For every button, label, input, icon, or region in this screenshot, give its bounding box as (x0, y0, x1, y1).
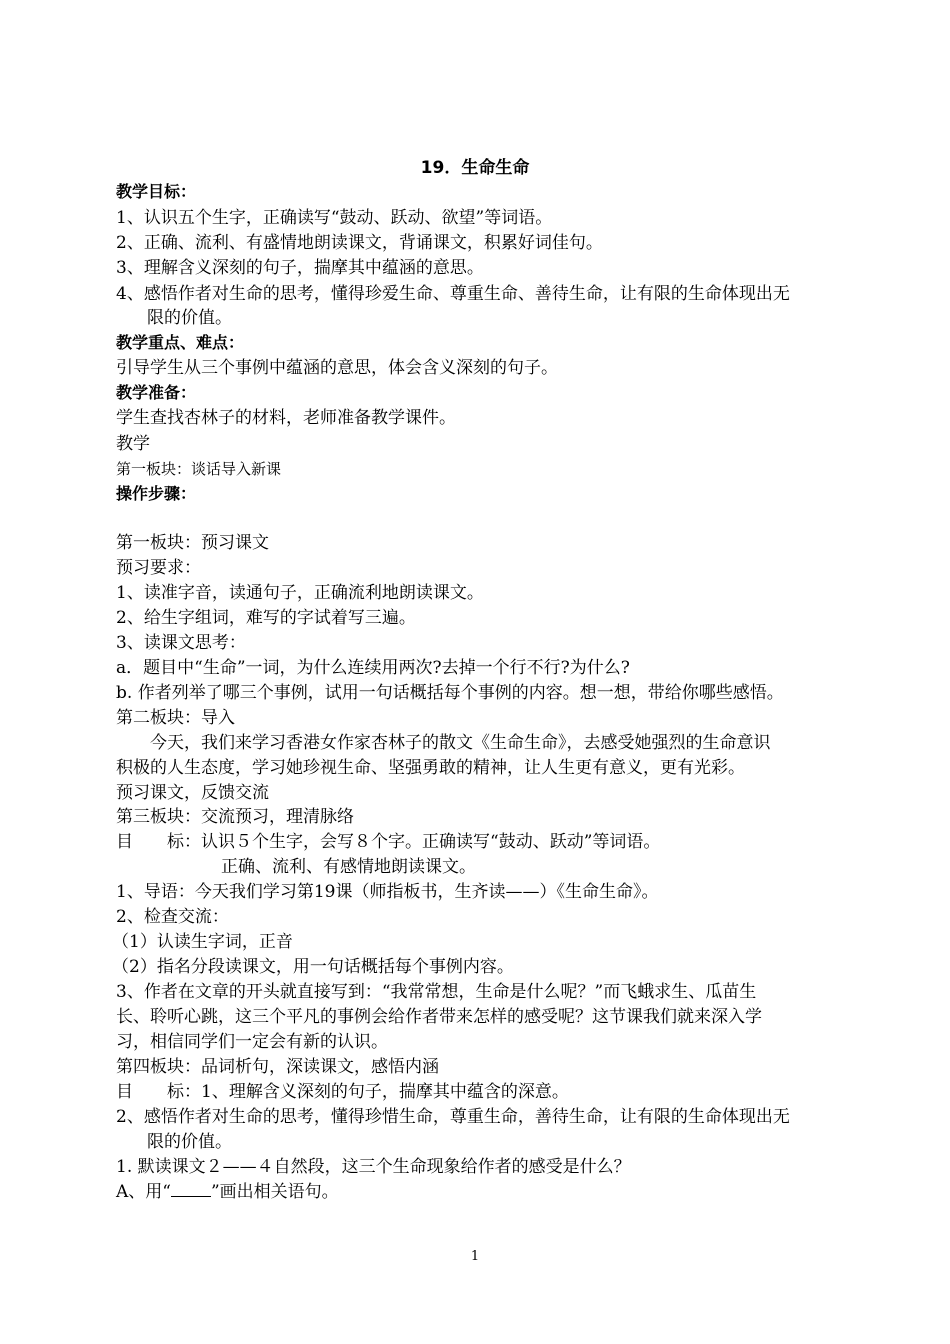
teaching-label: 教学 (116, 434, 150, 454)
aim-label: 目 标： (116, 832, 201, 852)
question-a: a．题目中“生命”一词，为什么连续用两次?去掉一个行不行?为什么? (116, 658, 630, 678)
intro-paragraph-1: 今天，我们来学习香港女作家杏林子的散文《生命生命》，去感受她强烈的生命意识 (150, 733, 771, 753)
objective-4: 4、感悟作者对生命的思考，懂得珍爱生命、尊重生命、善待生命，让有限的生命体现出无 (116, 284, 790, 304)
question-1a-suffix: ”画出相关语句。 (210, 1182, 339, 1202)
aim-2: 正确、流利、有感情地朗读课文。 (221, 857, 476, 877)
preview-feedback: 预习课文，反馈交流 (116, 783, 269, 803)
block-4-heading: 第四板块：品词析句，深读课文，感悟内涵 (116, 1057, 439, 1077)
aim-row-block-3 (116, 830, 660, 854)
requirement-2: 2、给生字组词，难写的字试着写三遍。 (116, 608, 416, 628)
section-heading-steps: 操作步骤： (116, 484, 197, 503)
objective-4-cont: 限的价值。 (147, 308, 232, 328)
step-3-line-2: 长、聆听心跳，这三个平凡的事例会给作者带来怎样的感受呢？这节课我们就来深入学 (116, 1007, 762, 1027)
question-1a (116, 1180, 339, 1204)
step-3-line-1: 3、作者在文章的开头就直接写到：“我常常想，生命是什么呢？”而飞蛾求生、瓜苗生 (116, 982, 757, 1002)
step-3-line-3: 习，相信同学们一定会有新的认识。 (116, 1032, 388, 1052)
step-2: 2、检查交流： (116, 907, 229, 927)
page-number: 1 (470, 1249, 480, 1264)
block-1-intro: 第一板块：谈话导入新课 (116, 460, 282, 478)
section-heading-preparation: 教学准备： (116, 383, 197, 402)
aim-row-block-4 (116, 1080, 569, 1104)
requirement-3: 3、读课文思考： (116, 633, 246, 653)
section-heading-key-points: 教学重点、难点： (116, 333, 245, 352)
question-b: b. 作者列举了哪三个事例，试用一句话概括每个事例的内容。想一想，带给你哪些感悟。 (116, 683, 784, 703)
underline-blank (171, 1182, 211, 1197)
block-3-heading: 第三板块：交流预习，理清脉络 (116, 807, 354, 827)
question-1a-prefix: A、用“ (116, 1182, 171, 1202)
question-1: 1. 默读课文２——４自然段，这三个生命现象给作者的感受是什么？ (116, 1157, 631, 1177)
preparation-text: 学生查找杏林子的材料，老师准备教学课件。 (116, 408, 456, 428)
page-title: 19．生命生命 (420, 158, 530, 178)
step-2a: （1）认读生字词，正音 (112, 932, 293, 952)
section-heading-objectives: 教学目标： (116, 182, 197, 201)
intro-paragraph-2: 积极的人生态度，学习她珍视生命、坚强勇敢的精神，让人生更有意义，更有光彩。 (116, 758, 745, 778)
aim-4: 1、理解含义深刻的句子，揣摩其中蕴含的深意。 (201, 1082, 569, 1102)
objective-2: 2、正确、流利、有盛情地朗读课文，背诵课文，积累好词佳句。 (116, 233, 603, 253)
step-1: 1、导语：今天我们学习第19课（师指板书，生齐读——）《生命生命》。 (116, 882, 659, 902)
block-2-heading: 第二板块：导入 (116, 708, 235, 728)
goal-2-line-2: 限的价值。 (147, 1132, 232, 1152)
requirement-1: 1、读准字音，读通句子，正确流利地朗读课文。 (116, 583, 484, 603)
objective-3: 3、理解含义深刻的句子，揣摩其中蕴涵的意思。 (116, 258, 484, 278)
key-points-text: 引导学生从三个事例中蕴涵的意思，体会含义深刻的句子。 (116, 358, 558, 378)
objective-1: 1、认识五个生字，正确读写“鼓动、跃动、欲望”等词语。 (116, 208, 553, 228)
preview-requirements: 预习要求： (116, 558, 201, 578)
aim-1: 认识５个生字，会写８个字。正确读写“鼓动、跃动”等词语。 (201, 832, 661, 852)
block-1-preview: 第一板块：预习课文 (116, 533, 269, 553)
goal-2-line-1: 2、感悟作者对生命的思考，懂得珍惜生命，尊重生命，善待生命，让有限的生命体现出无 (116, 1107, 790, 1127)
aim-label: 目 标： (116, 1082, 201, 1102)
step-2b: （2）指名分段读课文，用一句话概括每个事例内容。 (112, 957, 514, 977)
